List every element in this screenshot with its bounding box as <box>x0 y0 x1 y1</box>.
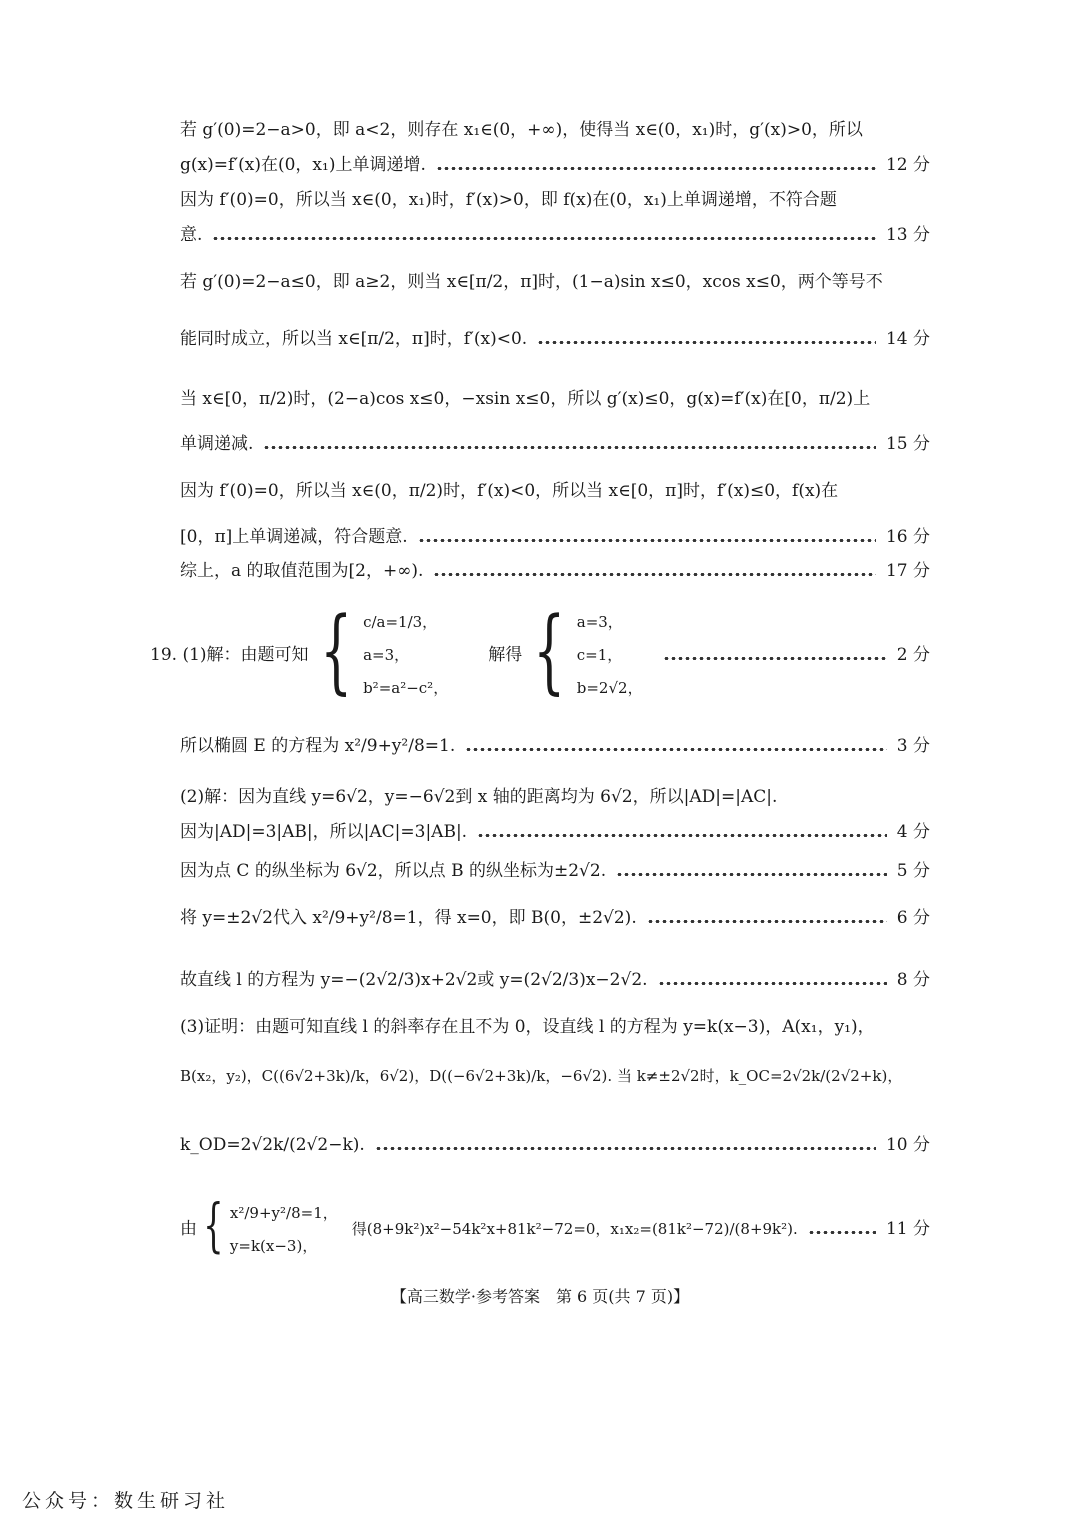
line-text: 因为 f′(0)=0，所以当 x∈(0，π/2)时，f′(x)<0，所以当 x∈[0，π]时，f′(x)≤0，f(x)在 <box>180 481 839 501</box>
line-text: 若 g′(0)=2−a≤0，即 a≥2，则当 x∈[π/2，π]时，(1−a)sin x≤0，xcos x≤0，两个等号不 <box>180 272 883 292</box>
line-text: 将 y=±2√2代入 x²/9+y²/8=1，得 x=0，即 B(0，±2√2). <box>180 908 637 928</box>
line-text: g(x)=f′(x)在(0，x₁)上单调递增. <box>180 155 426 175</box>
line-19 <box>180 1067 930 1085</box>
score-label: 2 分 <box>896 644 930 665</box>
line-text: 因为点 C 的纵坐标为 6√2，所以点 B 的纵坐标为±2√2. <box>180 861 607 881</box>
score-label: 14 分 <box>885 329 930 349</box>
leader-dots <box>537 341 876 344</box>
leader-dots <box>433 573 876 576</box>
equation-system-intersection <box>197 1191 338 1262</box>
line-17 <box>180 970 930 990</box>
line-10 <box>180 527 930 547</box>
leader-dots <box>465 748 887 751</box>
last-lead: 由 <box>180 1218 197 1239</box>
line-1 <box>180 120 930 140</box>
score-label: 3 分 <box>896 736 930 756</box>
leader-dots <box>616 873 887 876</box>
line-text: (2)解：因为直线 y=6√2，y=−6√2到 x 轴的距离均为 6√2，所以|AD|=|AC|. <box>180 787 778 807</box>
score-label: 10 分 <box>885 1135 930 1155</box>
line-14 <box>180 822 930 842</box>
line-text: 能同时成立，所以当 x∈[π/2，π]时，f′(x)<0. <box>180 329 528 349</box>
leader-dots <box>436 167 876 170</box>
score-label: 5 分 <box>896 861 930 881</box>
system-row: x²/9+y²/8=1， <box>229 1203 338 1222</box>
line-3 <box>180 190 930 210</box>
line-text: 因为|AD|=3|AB|，所以|AC|=3|AB|. <box>180 822 468 842</box>
left-brace: { <box>203 1191 224 1259</box>
line-text: 因为 f′(0)=0，所以当 x∈(0，x₁)时，f′(x)>0，即 f(x)在(0，x₁)上单调递增，不符合题 <box>180 190 837 210</box>
line-8 <box>180 434 930 454</box>
line-20 <box>180 1135 930 1155</box>
page-footer: 【高三数学·参考答案 第 6 页(共 7 页)】 <box>390 1287 690 1306</box>
equation-system-given <box>309 597 449 705</box>
score-label: 15 分 <box>885 434 930 454</box>
left-brace: { <box>533 597 566 704</box>
score-label: 11 分 <box>885 1218 930 1239</box>
score-label: 4 分 <box>896 822 930 842</box>
line-15 <box>180 861 930 881</box>
line-5 <box>180 272 930 292</box>
line-text: 综上，a 的取值范围为[2，+∞). <box>180 561 424 581</box>
system-row: b=2√2， <box>576 679 643 698</box>
leader-dots <box>808 1231 876 1234</box>
leader-dots <box>663 657 887 660</box>
score-label: 12 分 <box>885 155 930 175</box>
line-text: [0，π]上单调递减，符合题意. <box>180 527 408 547</box>
line-text: (3)证明：由题可知直线 l 的斜率存在且不为 0，设直线 l 的方程为 y=k(x−3)，A(x₁，y₁)， <box>180 1017 875 1037</box>
equation-system-solution <box>522 597 643 705</box>
leader-dots <box>263 446 876 449</box>
line-text: 得(8+9k²)x²−54k²x+81k²−72=0，x₁x₂=(81k²−72)/(8+9k²). <box>351 1220 798 1238</box>
line-text: B(x₂，y₂)，C((6√2+3k)/k，6√2)，D((−6√2+3k)/k，−6√2). 当 k≠±2√2时，k_OC=2√2k/(2√2+k)， <box>180 1067 903 1085</box>
score-label: 8 分 <box>896 970 930 990</box>
line-6 <box>180 329 930 349</box>
line-text: k_OD=2√2k/(2√2−k). <box>180 1135 365 1155</box>
line-text: 若 g′(0)=2−a>0，即 a<2，则存在 x₁∈(0，+∞)，使得当 x∈(0，x₁)时，g′(x)>0，所以 <box>180 120 863 140</box>
left-brace: { <box>319 597 352 704</box>
line-16 <box>180 908 930 928</box>
line-7 <box>180 389 930 409</box>
leader-dots <box>375 1147 876 1150</box>
line-text: 单调递减. <box>180 434 254 454</box>
line-9 <box>180 481 930 501</box>
watermark: 公众号：数生研习社 <box>22 1490 230 1512</box>
line-text: 当 x∈[0，π/2)时，(2−a)cos x≤0，−xsin x≤0，所以 g′(x)≤0，g(x)=f′(x)在[0，π/2)上 <box>180 389 871 409</box>
leader-dots <box>658 982 887 985</box>
q19-part1 <box>150 597 930 710</box>
system-row: a=3， <box>363 645 410 664</box>
q19-lead: 19. (1)解：由题可知 <box>150 644 309 665</box>
line-12 <box>180 736 930 756</box>
system-row: a=3， <box>576 612 623 631</box>
system-row: c/a=1/3， <box>363 612 438 631</box>
system-row: b²=a²−c²， <box>363 679 449 698</box>
line-18 <box>180 1017 930 1037</box>
line-2 <box>180 155 930 175</box>
system-row: c=1， <box>576 645 623 664</box>
line-text: 所以椭圆 E 的方程为 x²/9+y²/8=1. <box>180 736 456 756</box>
line-4 <box>180 225 930 245</box>
leader-dots <box>418 539 876 542</box>
line-21 <box>180 1192 930 1266</box>
line-text: 意. <box>180 225 203 245</box>
leader-dots <box>647 920 887 923</box>
score-label: 16 分 <box>885 527 930 547</box>
leader-dots <box>477 834 887 837</box>
score-label: 13 分 <box>885 225 930 245</box>
score-label: 17 分 <box>885 561 930 581</box>
line-text: 故直线 l 的方程为 y=−(2√2/3)x+2√2或 y=(2√2/3)x−2√2. <box>180 970 648 990</box>
line-11 <box>180 561 930 581</box>
score-label: 6 分 <box>896 908 930 928</box>
system-row: y=k(x−3)， <box>229 1236 318 1255</box>
leader-dots <box>212 237 876 240</box>
solve-label: 解得 <box>488 644 523 665</box>
line-13 <box>180 787 930 807</box>
